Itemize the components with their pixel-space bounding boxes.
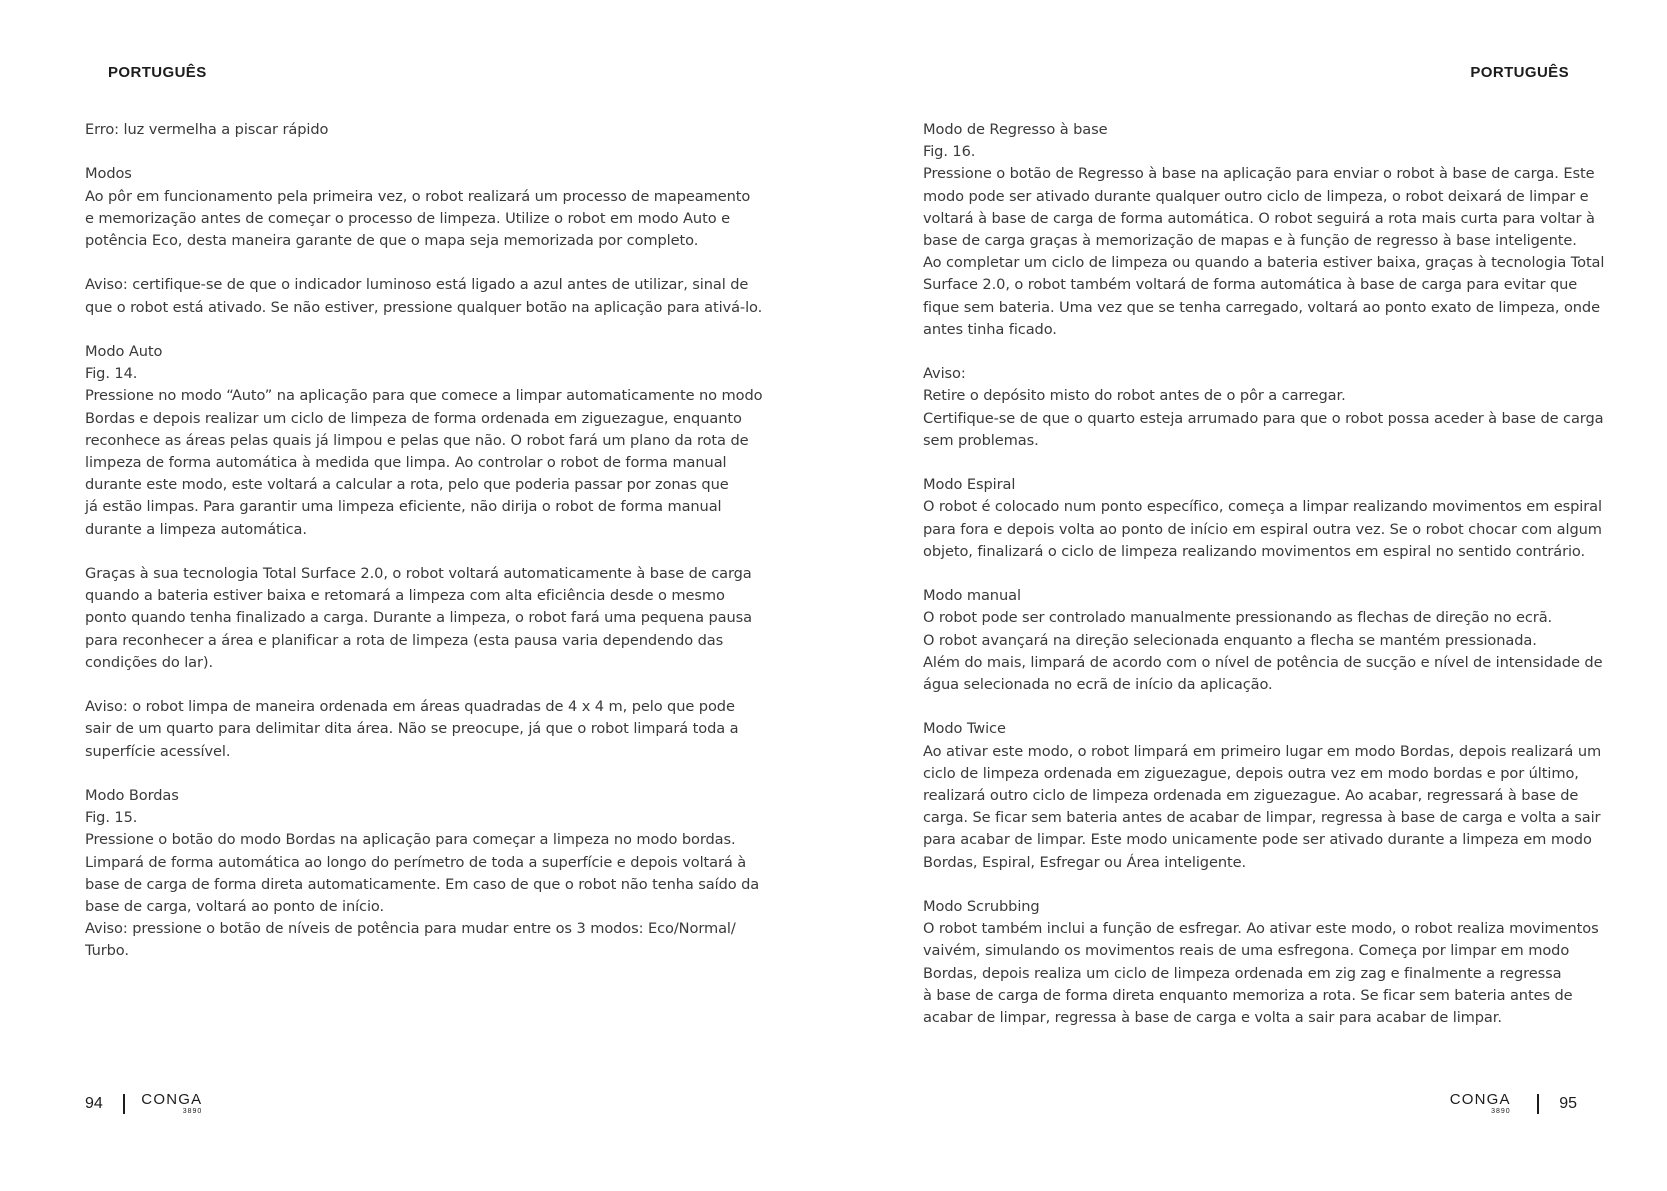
text-line: Fig. 16. [923, 143, 976, 161]
text-line: ciclo de limpeza ordenada em ziguezague, depois outra vez em modo bordas e por último, [923, 764, 1579, 782]
text-line: já estão limpas. Para garantir uma limpeza eficiente, não dirija o robot de forma manual [85, 498, 722, 516]
text-line: O robot é colocado num ponto específico, começa a limpar realizando movimentos em espiral [923, 498, 1602, 516]
text-line: Surface 2.0, o robot também voltará de forma automática à base de carga para evitar que [923, 276, 1578, 294]
text-line: ponto quando tenha finalizado a carga. Durante a limpeza, o robot fará uma pequena pausa [85, 609, 753, 627]
footer-divider [1537, 1094, 1540, 1114]
text-line: água selecionada no ecrã de início da aplicação. [923, 676, 1273, 694]
text-line: Bordas, Espiral, Esfregar ou Área inteligente. [923, 853, 1247, 871]
text-line: Modo de Regresso à base [923, 121, 1108, 138]
paragraph [923, 119, 1623, 341]
paragraph [85, 274, 785, 318]
text-line: Modo manual [923, 587, 1021, 605]
brand-model: 3890 [1491, 1108, 1511, 1115]
left-page-body [85, 119, 785, 985]
paragraph [85, 785, 785, 963]
text-line: quando a bateria estiver baixa e retomará a limpeza com alta eficiência desde o mesmo [85, 587, 725, 605]
footer-left [85, 1092, 202, 1115]
paragraph [923, 585, 1623, 696]
text-line: Fig. 14. [85, 365, 138, 383]
text-line: Bordas e depois realizar um ciclo de limpeza de forma ordenada em ziguezague, enquanto [85, 409, 742, 427]
text-line: Limpará de forma automática ao longo do perímetro de toda a superfície e depois voltará à [85, 853, 747, 871]
page-header-left: PORTUGUÊS [108, 64, 207, 81]
text-line: condições do lar). [85, 653, 214, 671]
text-line: limpeza de forma automática à medida que limpa. Ao controlar o robot de forma manual [85, 454, 727, 471]
footer-right [1450, 1092, 1577, 1115]
text-line: base de carga graças à memorização de mapas e à função de regresso à base inteligente. [923, 232, 1577, 250]
text-line: voltará à base de carga de forma automática. O robot seguirá a rota mais curta para voltar à [923, 209, 1595, 227]
text-line: superfície acessível. [85, 742, 231, 760]
text-line: Ao ativar este modo, o robot limpará em primeiro lugar em modo Bordas, depois realizará um [923, 742, 1602, 760]
text-line: base de carga de forma direta automaticamente. Em caso de que o robot não tenha saído da [85, 875, 760, 893]
text-line: Pressione no modo “Auto” na aplicação para que comece a limpar automaticamente no modo [85, 387, 763, 405]
paragraph [85, 563, 785, 674]
brand-model: 3890 [182, 1108, 203, 1115]
text-line: Aviso: certifique-se de que o indicador luminoso está ligado a azul antes de utilizar, sinal de [85, 276, 749, 294]
text-line: Modo Espiral [923, 476, 1016, 494]
text-line: sair de um quarto para delimitar dita área. Não se preocupe, já que o robot limpará toda a [85, 720, 739, 738]
brand-logo [141, 1092, 202, 1115]
brand-name: CONGA [1449, 1091, 1511, 1108]
text-line: Modo Bordas [85, 787, 179, 804]
text-line: Fig. 15. [85, 809, 138, 827]
paragraph [923, 363, 1623, 452]
text-line: Modo Twice [923, 720, 1006, 738]
text-line: e memorização antes de começar o processo de limpeza. Utilize o robot em modo Auto e [85, 209, 730, 227]
text-line: sem problemas. [923, 431, 1039, 449]
text-line: Ao pôr em funcionamento pela primeira vez, o robot realizará um processo de mapeamento [85, 187, 751, 205]
page-header-right: PORTUGUÊS [1470, 64, 1569, 81]
page-number: 94 [85, 1094, 103, 1112]
text-line: fique sem bateria. Uma vez que se tenha carregado, voltará ao ponto exato de limpeza, onde [923, 298, 1600, 316]
paragraph [85, 163, 785, 252]
text-line: Certifique-se de que o quarto esteja arrumado para que o robot possa aceder à base de carga [923, 409, 1604, 427]
paragraph [923, 718, 1623, 873]
brand-logo [1450, 1092, 1511, 1115]
text-line: durante este modo, este voltará a calcular a rota, pelo que poderia passar por zonas que [85, 476, 729, 494]
text-line: durante a limpeza automática. [85, 520, 307, 538]
paragraph [85, 341, 785, 541]
text-line: carga. Se ficar sem bateria antes de acabar de limpar, regressa à base de carga e volta a sair [923, 809, 1601, 827]
text-line: Erro: luz vermelha a piscar rápido [85, 121, 329, 138]
text-line: O robot pode ser controlado manualmente pressionando as flechas de direção no ecrã. [923, 609, 1553, 627]
text-line: Modo Auto [85, 342, 163, 360]
text-line: O robot também inclui a função de esfregar. Ao ativar este modo, o robot realiza movimentos [923, 920, 1599, 938]
text-line: para acabar de limpar. Este modo unicamente pode ser ativado durante a limpeza em modo [923, 831, 1592, 849]
text-line: Retire o depósito misto do robot antes de o pôr a carregar. [923, 387, 1346, 405]
text-line: Ao completar um ciclo de limpeza ou quando a bateria estiver baixa, graças à tecnologia Total [923, 254, 1605, 272]
text-line: realizará outro ciclo de limpeza ordenada em ziguezague. Ao acabar, regressará à base de [923, 787, 1579, 805]
text-line: para fora e depois volta ao ponto de início em espiral outra vez. Se o robot chocar com algum [923, 520, 1602, 538]
page-number: 95 [1559, 1094, 1577, 1112]
text-line: Pressione o botão do modo Bordas na aplicação para começar a limpeza no modo bordas. [85, 831, 736, 849]
brand-name: CONGA [141, 1091, 203, 1108]
text-line: Turbo. [85, 942, 129, 960]
text-line: Aviso: o robot limpa de maneira ordenada em áreas quadradas de 4 x 4 m, pelo que pode [85, 698, 735, 716]
text-line: Pressione o botão de Regresso à base na aplicação para enviar o robot à base de carga. Este [923, 165, 1595, 183]
paragraph [923, 474, 1623, 563]
text-line: acabar de limpar, regressa à base de carga e volta a sair para acabar de limpar. [923, 1009, 1502, 1027]
text-line: modo pode ser ativado durante qualquer outro ciclo de limpeza, o robot deixará de limpar e [923, 187, 1589, 205]
paragraph [923, 896, 1623, 1029]
text-line: vaivém, simulando os movimentos reais de uma esfregona. Começa por limpar em modo [923, 942, 1570, 960]
text-line: Aviso: [923, 365, 966, 383]
paragraph [85, 119, 785, 141]
text-line: à base de carga de forma direta enquanto memoriza a rota. Se ficar sem bateria antes de [923, 986, 1573, 1004]
text-line: base de carga, voltará ao ponto de início. [85, 898, 385, 916]
text-line: O robot avançará na direção selecionada enquanto a flecha se mantém pressionada. [923, 631, 1537, 649]
text-line: para reconhecer a área e planificar a rota de limpeza (esta pausa varia dependendo das [85, 631, 724, 649]
text-line: Além do mais, limpará de acordo com o nível de potência de sucção e nível de intensidade de [923, 653, 1603, 671]
text-line: antes tinha ficado. [923, 320, 1057, 338]
right-page-body [923, 119, 1623, 1051]
text-line: Bordas, depois realiza um ciclo de limpeza ordenada em zig zag e finalmente a regressa [923, 964, 1562, 982]
text-line: Aviso: pressione o botão de níveis de potência para mudar entre os 3 modos: Eco/Normal/ [85, 920, 736, 938]
paragraph [85, 696, 785, 763]
text-line: Graças à sua tecnologia Total Surface 2.0, o robot voltará automaticamente à base de carga [85, 565, 752, 582]
text-line: reconhece as áreas pelas quais já limpou e pelas que não. O robot fará um plano da rota de [85, 431, 749, 449]
text-line: potência Eco, desta maneira garante de que o mapa seja memorizada por completo. [85, 232, 699, 249]
footer-divider [123, 1094, 126, 1114]
text-line: que o robot está ativado. Se não estiver, pressione qualquer botão na aplicação para ativá-lo. [85, 298, 763, 316]
text-line: objeto, finalizará o ciclo de limpeza realizando movimentos em espiral no sentido contrário. [923, 542, 1586, 560]
text-line: Modo Scrubbing [923, 898, 1040, 916]
text-line: Modos [85, 165, 132, 183]
